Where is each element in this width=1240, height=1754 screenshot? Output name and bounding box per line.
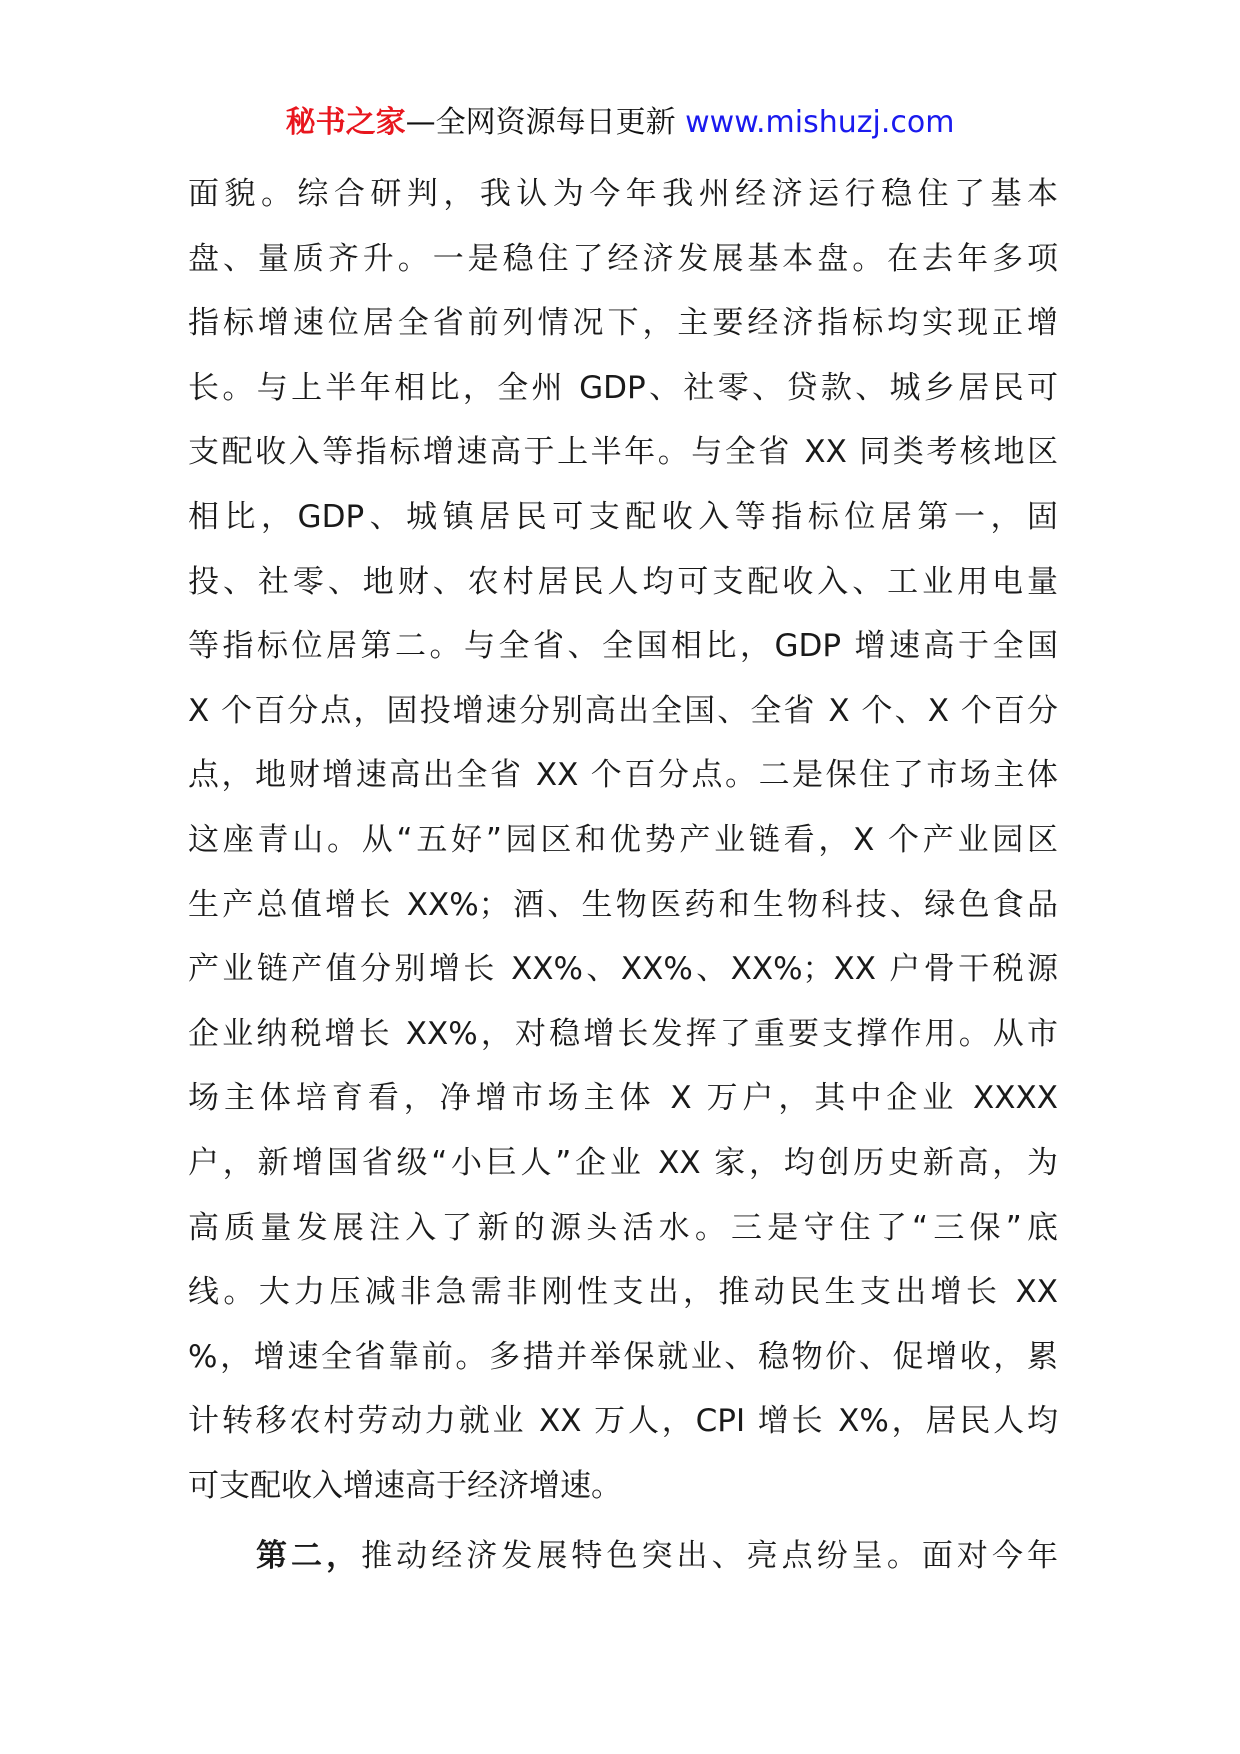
text-line: 产业链产值分别增长 XX%、XX%、XX%；XX 户骨干税源 xyxy=(188,951,1058,988)
text-line: 面貌。综合研判，我认为今年我州经济运行稳住了基本 xyxy=(188,176,1058,212)
header-tagline: —全网资源每日更新 xyxy=(405,105,676,140)
text-line: 户，新增国省级“小巨人”企业 XX 家，均创历史新高，为 xyxy=(188,1144,1058,1181)
text-line: 相比，GDP、城镇居民可支配收入等指标位居第一，固 xyxy=(188,498,1058,535)
text-line: 点，地财增速高出全省 XX 个百分点。二是保住了市场主体 xyxy=(188,757,1058,794)
text-line: 这座青山。从“五好”园区和优势产业链看，X 个产业园区 xyxy=(188,821,1058,858)
text-line: 场主体培育看，净增市场主体 X 万户，其中企业 XXXX xyxy=(188,1080,1058,1117)
text-line: 指标增速位居全省前列情况下，主要经济指标均实现正增 xyxy=(188,305,1058,342)
text-line: 高质量发展注入了新的源头活水。三是守住了“三保”底 xyxy=(188,1209,1058,1246)
text-line: 线。大力压减非急需非刚性支出，推动民生支出增长 XX xyxy=(188,1274,1058,1311)
text-line: X 个百分点，固投增速分别高出全国、全省 X 个、X 个百分 xyxy=(188,692,1058,729)
text-line: 支配收入等指标增速高于上半年。与全省 XX 同类考核地区 xyxy=(188,434,1058,471)
paragraph-2 xyxy=(188,1524,1058,1589)
page-header xyxy=(0,103,1240,143)
paragraph-2-text: 推动经济发展特色突出、亮点纷呈。面对今年 xyxy=(361,1538,1059,1574)
text-line: 计转移农村劳动力就业 XX 万人，CPI 增长 X%，居民人均 xyxy=(188,1403,1058,1440)
paragraph-2-lead: 第二， xyxy=(256,1538,362,1574)
paragraph-1 xyxy=(188,162,1058,1518)
text-line: 可支配收入增速高于经济增速。 xyxy=(188,1467,622,1504)
text-line: 生产总值增长 XX%；酒、生物医药和生物科技、绿色食品 xyxy=(188,886,1058,923)
text-line: 长。与上半年相比，全州 GDP、社零、贷款、城乡居民可 xyxy=(188,369,1058,406)
text-line: 等指标位居第二。与全省、全国相比，GDP 增速高于全国 xyxy=(188,628,1058,665)
header-url-link[interactable]: www.mishuzj.com xyxy=(685,105,955,140)
header-brand: 秘书之家 xyxy=(285,105,406,140)
text-line: 企业纳税增长 XX%，对稳增长发挥了重要支撑作用。从市 xyxy=(188,1015,1058,1052)
text-line: %，增速全省靠前。多措并举保就业、稳物价、促增收，累 xyxy=(188,1338,1058,1375)
text-line: 盘、量质齐升。一是稳住了经济发展基本盘。在去年多项 xyxy=(188,240,1058,277)
text-line: 投、社零、地财、农村居民人均可支配收入、工业用电量 xyxy=(188,563,1058,600)
